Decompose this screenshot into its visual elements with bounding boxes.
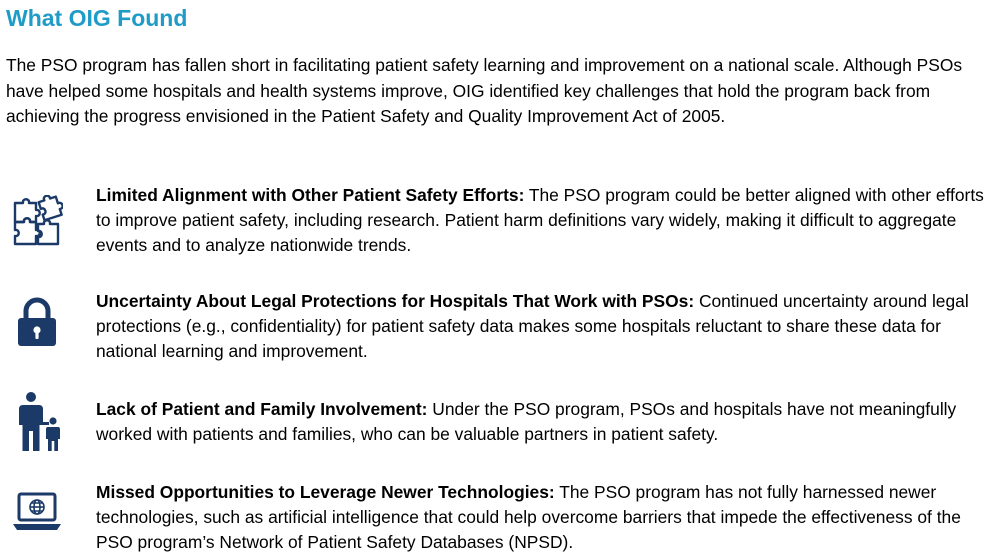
- section-title: What OIG Found: [6, 5, 188, 31]
- finding-text: [96, 480, 996, 555]
- finding-heading: Missed Opportunities to Leverage Newer Technologies:: [96, 482, 555, 502]
- adult-and-child-icon: [11, 391, 63, 453]
- finding-text: [96, 397, 996, 447]
- puzzle-pieces-icon: [11, 195, 63, 247]
- finding-body: Under the PSO program, PSOs and hospitals have not meaningfully worked with patients and families, who can be valuable partners in patient safety.: [96, 399, 957, 444]
- finding-heading: Limited Alignment with Other Patient Safety Efforts:: [96, 185, 525, 205]
- laptop-globe-icon: [11, 488, 63, 540]
- finding-body: The PSO program could be better aligned with other efforts to improve patient safety, including research. Patient harm definitions vary widely, making it difficult to aggregate events and to analyze nationwide trends.: [96, 185, 984, 255]
- finding-heading: Lack of Patient and Family Involvement:: [96, 399, 428, 419]
- padlock-icon: [11, 295, 63, 347]
- finding-body: The PSO program has not fully harnessed newer technologies, such as artificial intelligence that could help overcome barriers that impede the effectiveness of the PSO program’s Network of Patient Safety Databases (NPSD).: [96, 482, 961, 552]
- finding-text: [96, 183, 996, 258]
- finding-body: Continued uncertainty around legal protections (e.g., confidentiality) for patient safety data makes some hospitals reluctant to share these data for national learning and improvement.: [96, 291, 969, 361]
- finding-heading: Uncertainty About Legal Protections for Hospitals That Work with PSOs:: [96, 291, 695, 311]
- intro-paragraph: The PSO program has fallen short in facilitating patient safety learning and improvement on a national scale. Although PSOs have helped some hospitals and health systems improve, OIG identified key challenges that hold the program back from achieving the progress envisioned in the Patient Safety and Quality Improvement Act of 2005.: [6, 55, 963, 126]
- finding-text: [96, 289, 996, 364]
